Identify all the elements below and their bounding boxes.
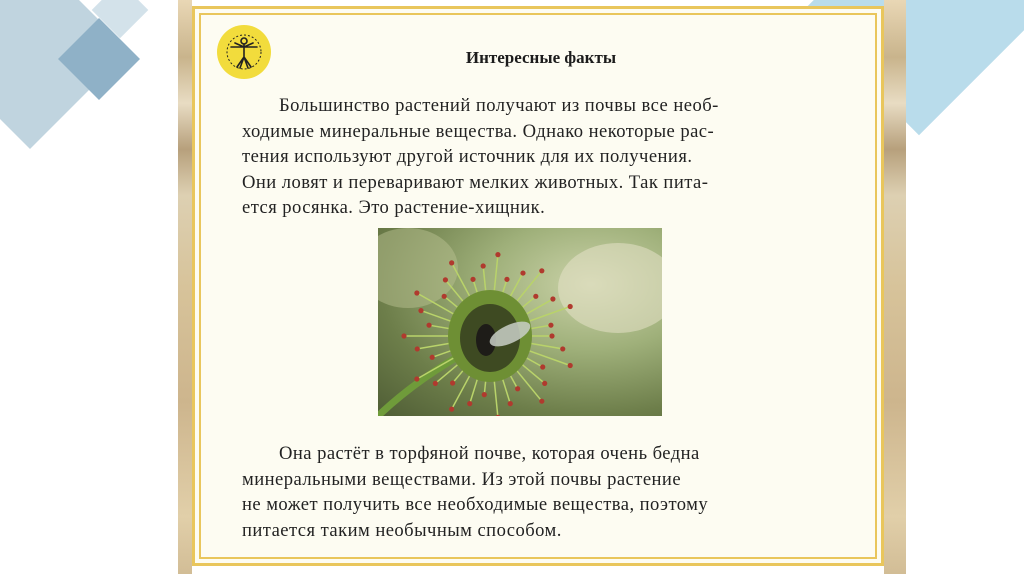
- card-title: Интересные факты: [465, 48, 617, 67]
- paragraph-intro: [242, 93, 840, 221]
- paragraph-line: ходимые минеральные вещества. Однако некоторые рас-: [242, 120, 715, 142]
- paragraph-line: не может получить все необходимые вещества, поэтому: [242, 494, 709, 515]
- page-edge-right: [884, 0, 906, 574]
- page-edge-left: [178, 0, 192, 574]
- paragraph-line: Большинство растений получают из почвы все необ-: [279, 95, 719, 116]
- paragraph-line: Она растёт в торфяной почве, которая очень бедна: [279, 443, 700, 464]
- paragraph-line: Они ловят и переваривают мелких животных. Так пита-: [242, 171, 709, 193]
- paragraph-line: ется росянка. Это растение-хищник.: [242, 197, 546, 218]
- paragraph-line: минеральными веществами. Из этой почвы растение: [242, 468, 682, 490]
- facts-card: [192, 6, 884, 566]
- paragraph-line: питается таким необычным способом.: [242, 519, 562, 541]
- sundew-photo: [378, 228, 662, 416]
- paragraph-line: тения используют другой источник для их получения.: [242, 146, 693, 167]
- paragraph-habitat: [242, 441, 840, 543]
